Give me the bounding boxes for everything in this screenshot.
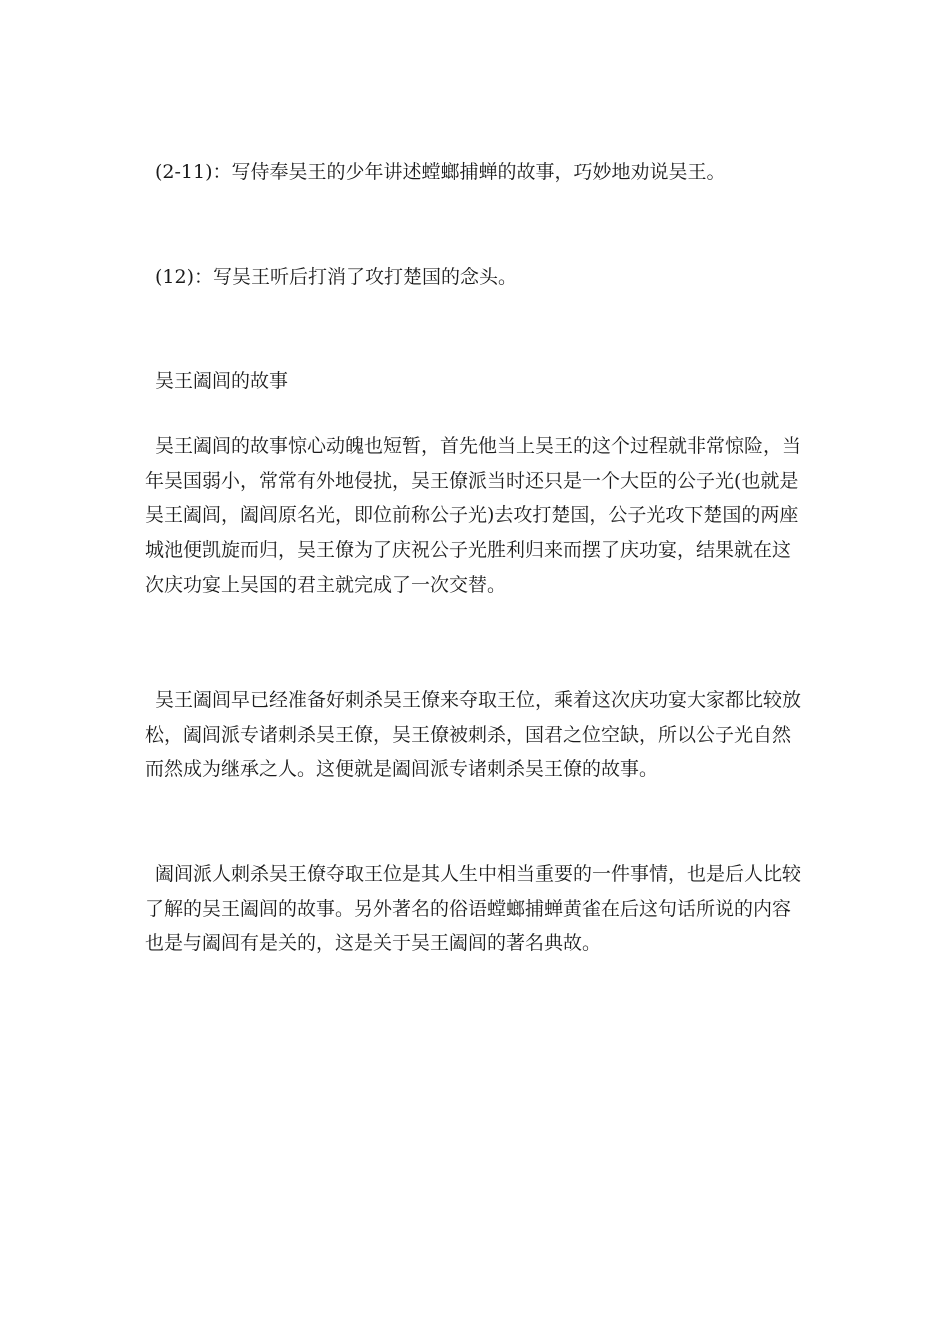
- body-paragraph-3: 阖闾派人刺杀吴王僚夺取王位是其人生中相当重要的一件事情，也是后人比较了解的吴王阖闾的故事。另外著名的俗语螳螂捕蝉黄雀在后这句话所说的内容也是与阖闾有是关的，这是关于吴王阖闾的著名典故。: [145, 863, 802, 955]
- body-paragraph-1: 吴王阖闾的故事惊心动魄也短暂，首先他当上吴王的这个过程就非常惊险，当年吴国弱小，常常有外地侵扰，吴王僚派当时还只是一个大臣的公子光(也就是吴王阖闾，阖闾原名光，即位前称公子光)去攻打楚国，公子光攻下楚国的两座城池便凯旋而归，吴王僚为了庆祝公子光胜利归来而摆了庆功宴，结果就在这次庆功宴上吴国的君主就完成了一次交替。: [145, 435, 802, 596]
- body-paragraph-2: 吴王阖闾早已经准备好刺杀吴王僚来夺取王位，乘着这次庆功宴大家都比较放松，阖闾派专诸刺杀吴王僚，吴王僚被刺杀，国君之位空缺，所以公子光自然而然成为继承之人。这便就是阖闾派专诸刺杀吴王僚的故事。: [145, 689, 802, 781]
- outline-paragraph-2-11: (2-11)：写侍奉吴王的少年讲述螳螂捕蝉的故事，巧妙地劝说吴王。: [155, 161, 726, 183]
- outline-paragraph-12: (12)：写吴王听后打消了攻打楚国的念头。: [155, 266, 518, 288]
- section-heading: 吴王阖闾的故事: [155, 370, 289, 392]
